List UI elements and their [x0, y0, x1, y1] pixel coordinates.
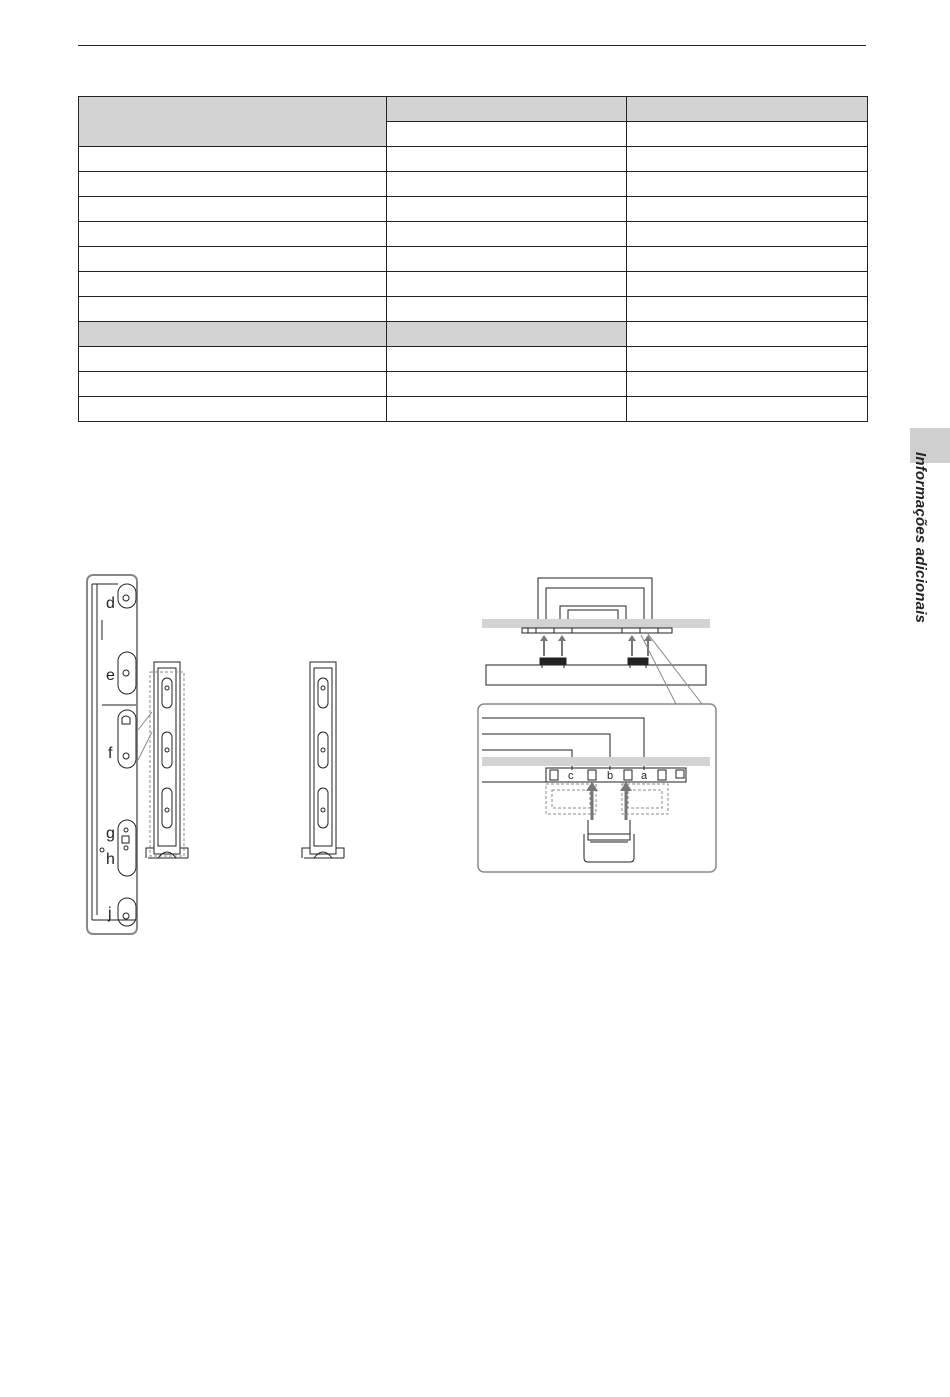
table-cell: [387, 97, 627, 122]
table-cell: [79, 372, 387, 397]
table-cell: [387, 247, 627, 272]
table-cell: [79, 322, 387, 347]
table-cell: [387, 372, 627, 397]
table-cell: [627, 372, 868, 397]
table-row: [79, 322, 868, 347]
table-cell: [627, 322, 868, 347]
spec-table: [78, 96, 868, 422]
table-cell: [387, 322, 627, 347]
label-e: e: [106, 667, 115, 684]
callout-frame: [478, 704, 716, 872]
table-cell: [627, 272, 868, 297]
table-cell: [79, 272, 387, 297]
table-cell: [387, 272, 627, 297]
table-cell: [627, 197, 868, 222]
label-f: f: [108, 745, 113, 762]
table-row: [79, 397, 868, 422]
table-cell: [387, 347, 627, 372]
table-cell: [79, 222, 387, 247]
table-cell: [627, 97, 868, 122]
table-cell: [627, 147, 868, 172]
header-rule: [78, 45, 866, 46]
table-row: [79, 197, 868, 222]
table-cell: [387, 147, 627, 172]
table-cell: [387, 122, 627, 147]
table-row: [79, 222, 868, 247]
table-row: [79, 147, 868, 172]
table-row: [79, 172, 868, 197]
table-cell: [627, 247, 868, 272]
table-cell: [627, 297, 868, 322]
label-c: c: [568, 770, 574, 782]
table-row: [79, 297, 868, 322]
label-d: d: [106, 595, 115, 612]
label-h: h: [106, 851, 115, 868]
table-cell: [387, 197, 627, 222]
table-cell: [387, 297, 627, 322]
table-row: [79, 97, 868, 122]
label-b: b: [607, 770, 614, 782]
table-cell: [79, 397, 387, 422]
table-cell: [387, 222, 627, 247]
label-a: a: [641, 770, 648, 782]
table-cell: [627, 122, 868, 147]
bracket-side-figure: [78, 560, 358, 940]
table-cell: [627, 347, 868, 372]
table-cell: [627, 172, 868, 197]
table-row: [79, 347, 868, 372]
table-cell: [387, 397, 627, 422]
table-row: [79, 272, 868, 297]
label-j: j: [108, 905, 112, 922]
table-cell: [79, 197, 387, 222]
table-row: [79, 247, 868, 272]
table-cell: [387, 172, 627, 197]
table-row: [79, 372, 868, 397]
table-cell: [627, 397, 868, 422]
section-tab-label: Informações adicionais: [912, 452, 929, 624]
table-cell: [79, 147, 387, 172]
table-cell: [79, 97, 387, 147]
table-cell: [79, 347, 387, 372]
label-g: g: [106, 825, 115, 842]
table-cell: [79, 247, 387, 272]
bracket-top-figure: [476, 572, 726, 892]
table-cell: [627, 222, 868, 247]
table-cell: [79, 172, 387, 197]
table-cell: [79, 297, 387, 322]
